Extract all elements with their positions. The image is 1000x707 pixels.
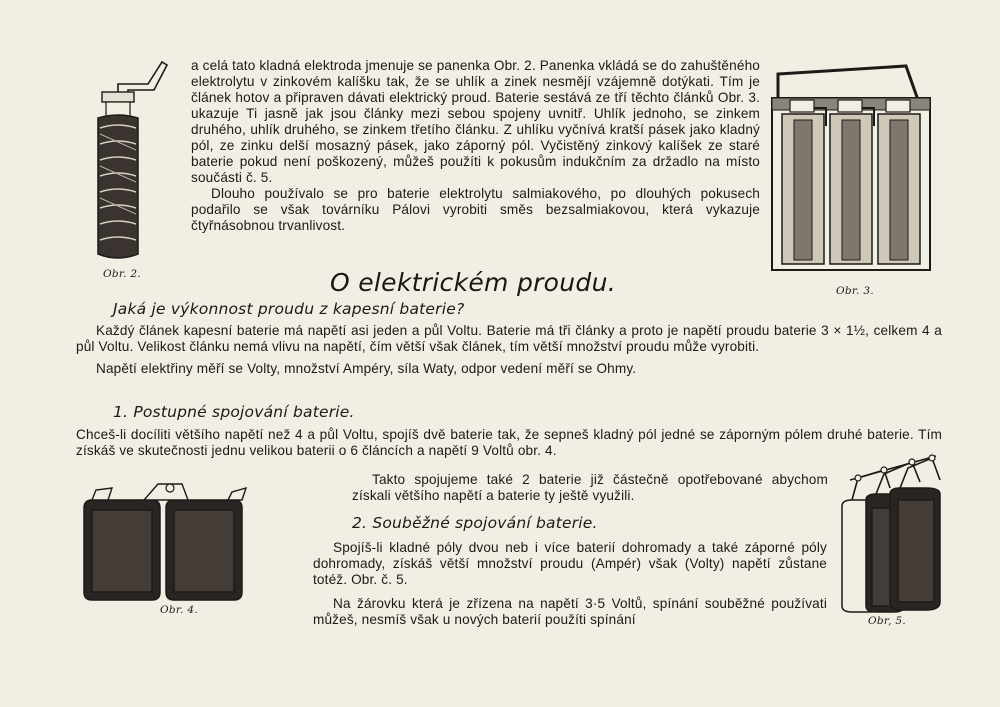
figure-5 bbox=[832, 452, 950, 616]
page-title: O elektrickém proudu. bbox=[330, 268, 616, 297]
parallel-paragraph-1: Spojíš-li kladné póly dvou neb i více baterií dohromady a také záporné póly dohromady, získáš větší množství proudu (Ampér) však (Volty) napětí zůstane totéž. Obr. č. 5. bbox=[313, 540, 827, 587]
figure-4-caption: Obr. 4. bbox=[160, 604, 198, 616]
figure-3 bbox=[766, 62, 936, 276]
serial-text-2 bbox=[352, 472, 828, 504]
serial-text bbox=[76, 427, 942, 459]
section-text bbox=[76, 323, 942, 377]
figure-4 bbox=[78, 478, 250, 603]
parallel-heading: 2. Souběžné spojování baterie. bbox=[352, 514, 598, 532]
intro-paragraph-2: Dlouho používalo se pro baterie elektrolytu salmiakového, po dlouhých pokusech podařilo se však továrníku Pálovi vyrobiti směs bezsalmiakovou, která vykazuje čtyřnásobnou trvanlivost. bbox=[191, 186, 760, 233]
figure-2 bbox=[78, 58, 170, 268]
parallel-text bbox=[313, 540, 827, 628]
section-paragraph-1: Každý článek kapesní baterie má napětí asi jeden a půl Voltu. Baterie má tři články a proto je napětí proudu baterie 3 × 1½, celkem 4 a půl Voltu. Velikost článku nemá vlivu na napětí, čím větší však článek, tím větší množství proudu může vyrobiti. bbox=[76, 323, 942, 354]
section-question: Jaká je výkonnost proudu z kapesní baterie? bbox=[113, 300, 465, 318]
figure-5-caption: Obr, 5. bbox=[868, 615, 906, 627]
three-batteries-parallel-icon bbox=[832, 452, 950, 616]
figure-3-caption: Obr. 3. bbox=[836, 285, 874, 297]
serial-heading: 1. Postupné spojování baterie. bbox=[113, 403, 355, 421]
battery-cross-section-icon bbox=[766, 62, 936, 276]
section-paragraph-2: Napětí elektřiny měří se Volty, množství Ampéry, síla Waty, odpor vedení měří se Ohmy. bbox=[96, 361, 637, 376]
figure-2-caption: Obr. 2. bbox=[103, 268, 141, 280]
serial-paragraph-1: Chceš-li docíliti většího napětí než 4 a půl Voltu, spojíš dvě baterie tak, že sepneš kladný pól jedné se záporným pólem druhé baterie. Tím získáš ve skutečnosti jednu velikou baterii o 6 článcích a napětí 9 Voltů obr. 4. bbox=[76, 427, 942, 458]
serial-paragraph-2: Takto spojujeme také 2 baterie již částečně opotřebované abychom získali většího napětí a baterie ty ještě využili. bbox=[352, 472, 828, 503]
parallel-paragraph-2: Na žárovku která je zřízena na napětí 3·5 Voltů, spínání souběžné používati můžeš, nesmíš však u nových baterií použíti spínání bbox=[313, 596, 827, 627]
intro-text bbox=[191, 58, 760, 234]
two-batteries-series-icon bbox=[78, 478, 250, 603]
carbon-electrode-icon bbox=[78, 58, 170, 268]
intro-paragraph-1: a celá tato kladná elektroda jmenuje se panenka Obr. 2. Panenka vkládá se do zahuštěného elektrolytu v zinkovém kalíšku tak, že se uhlík a zinek nesmějí vzájemně dotýkati. Tím je článek hotov a připraven dávati elektrický proud. Baterie sestává ze tří těchto článků Obr. 3. ukazuje Ti jasně jak jsou články mezi sebou spojeny uvnitř. Uhlík jednoho, se zinkem druhého, uhlík druhého, se zinkem třetího článku. Z uhlíku vyčnívá kratší pásek jako kladný pól, ze zinku delší mosazný pásek, jako záporný pól. Vyčistěný zinkový kalíšek ze staré baterie pokud není poškozený, můžeš použíti k pokusům indukčním za držadlo na místo součásti č. 5. bbox=[191, 58, 760, 185]
